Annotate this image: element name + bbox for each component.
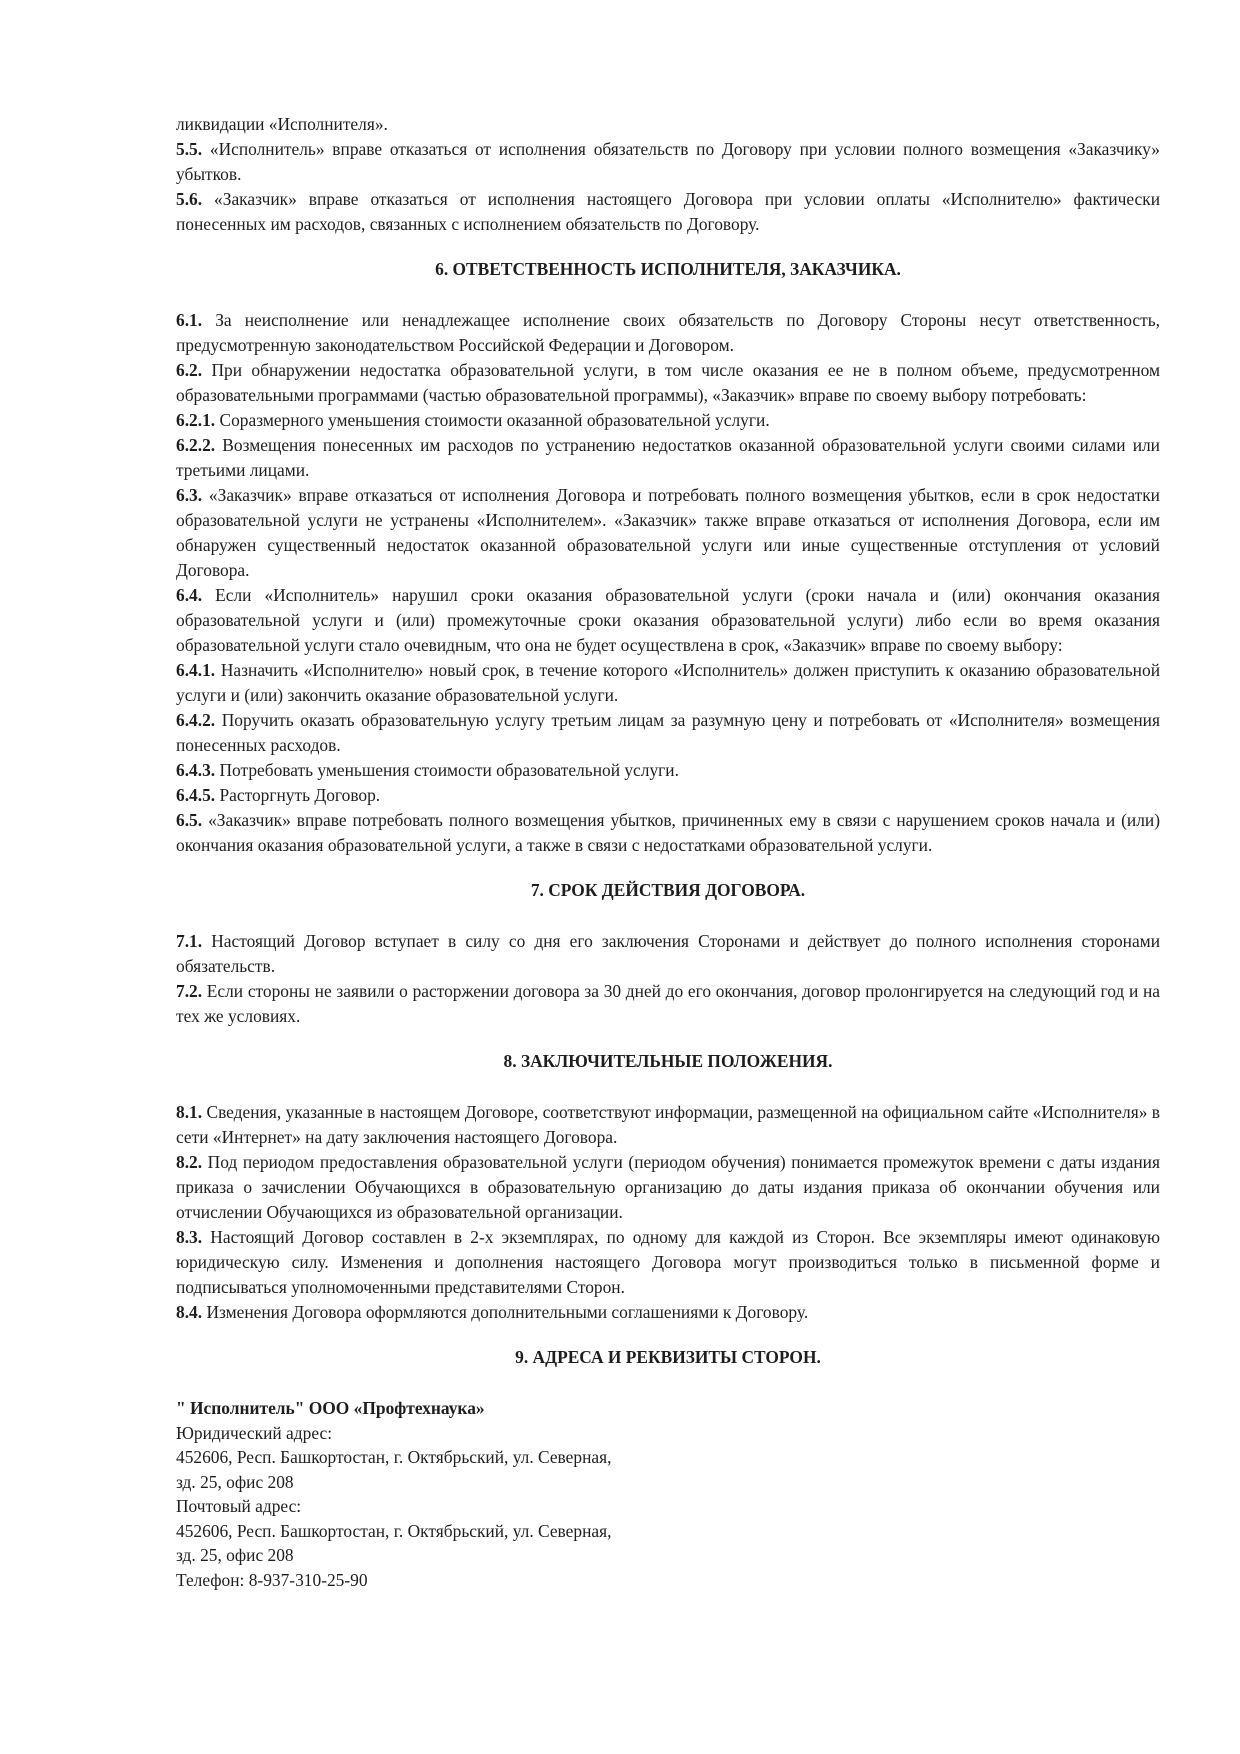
clause-8-3 <box>176 1225 1160 1300</box>
clause-number: 8.1. <box>176 1102 203 1122</box>
section-6-items <box>176 308 1160 858</box>
section-7-heading: 7. СРОК ДЕЙСТВИЯ ДОГОВОРА. <box>530 880 806 900</box>
clause-6-4-1 <box>176 658 1160 708</box>
section-8-items <box>176 1100 1160 1325</box>
clause-number: 6.4.5. <box>176 785 216 805</box>
clause-6-2-2 <box>176 433 1160 483</box>
clause-text: За неисполнение или ненадлежащее исполнение своих обязательств по Договору Стороны несут ответственность, предусмотренную законодательством Российской Федерации и Договором. <box>176 310 1160 355</box>
clause-text: Изменения Договора оформляются дополнительными соглашениями к Договору. <box>202 1302 809 1322</box>
contractor-requisites <box>176 1396 1160 1592</box>
document-page <box>176 112 1160 1592</box>
section-6-heading: 6. ОТВЕТСТВЕННОСТЬ ИСПОЛНИТЕЛЯ, ЗАКАЗЧИКА. <box>435 259 901 279</box>
clause-text: Настоящий Договор вступает в силу со дня его заключения Сторонами и действует до полного исполнения сторонами обязательств. <box>176 931 1160 976</box>
clause-number: 6.4.3. <box>176 760 216 780</box>
clause-text: Сведения, указанные в настоящем Договоре, соответствуют информации, размещенной на официальном сайте «Исполнителя» в сети «Интернет» на дату заключения настоящего Договора. <box>176 1102 1160 1147</box>
clause-number: 6.2.1. <box>176 410 216 430</box>
clause-text: Возмещения понесенных им расходов по устранению недостатков оказанной образовательной услуги своими силами или третьими лицами. <box>176 435 1160 480</box>
section-7-items <box>176 929 1160 1029</box>
clause-text: Если стороны не заявили о расторжении договора за 30 дней до его окончания, договор пролонгируется на следующий год и на тех же условиях. <box>176 981 1160 1026</box>
clause-text: «Заказчик» вправе отказаться от исполнения настоящего Договора при условии оплаты «Исполнителю» фактически понесенных им расходов, связанных с исполнением обязательств по Договору. <box>176 189 1160 234</box>
clause-number: 6.1. <box>176 310 203 330</box>
clause-number: 7.1. <box>176 931 203 951</box>
clause-text: «Заказчик» вправе потребовать полного возмещения убытков, причиненных ему в связи с нарушением сроков начала и (или) окончания оказания образовательной услуги, а также в связи с недостатками образовательной услуги. <box>176 810 1160 855</box>
clause-text: Под периодом предоставления образовательной услуги (периодом обучения) понимается промежуток времени с даты издания приказа о зачислении Обучающихся в образовательную организацию до даты издания приказа об окончании обучения или отчислении Обучающихся из образовательной организации. <box>176 1152 1160 1222</box>
clause-number: 6.3. <box>176 485 203 505</box>
clause-text: «Заказчик» вправе отказаться от исполнения Договора и потребовать полного возмещения убытков, если в срок недостатки образовательной услуги не устранены «Исполнителем». «Заказчик» также вправе отказаться от исполнения Договора, если им обнаружен существенный недостаток оказанной образовательной услуги или иные существенные отступления от условий Договора. <box>176 485 1160 580</box>
clause-7-2 <box>176 979 1160 1029</box>
clause-text: «Исполнитель» вправе отказаться от исполнения обязательств по Договору при условии полного возмещения «Заказчику» убытков. <box>176 139 1160 184</box>
clause-number: 8.2. <box>176 1152 203 1172</box>
clause-6-4-2 <box>176 708 1160 758</box>
clause-text: Поручить оказать образовательную услугу третьим лицам за разумную цену и потребовать от «Исполнителя» возмещения понесенных расходов. <box>176 710 1160 755</box>
clause-6-2-1 <box>176 408 1160 433</box>
clause-number: 5.5. <box>176 139 203 159</box>
clause-text: Настоящий Договор составлен в 2-х экземплярах, по одному для каждой из Сторон. Все экземпляры имеют одинаковую юридическую силу. Изменения и дополнения настоящего Договора могут производиться только в письменной форме и подписываться уполномоченными представителями Сторон. <box>176 1227 1160 1297</box>
clause-number: 8.3. <box>176 1227 203 1247</box>
clause-5-5 <box>176 137 1160 187</box>
postal-address-line-1: 452606, Респ. Башкортостан, г. Октябрьский, ул. Северная, <box>176 1520 612 1541</box>
clause-text: Расторгнуть Договор. <box>215 785 381 805</box>
clause-number: 6.4. <box>176 585 203 605</box>
clause-6-4 <box>176 583 1160 658</box>
clause-text: Если «Исполнитель» нарушил сроки оказания образовательной услуги (сроки начала и (или) окончания оказания образовательной услуги и (или) промежуточные сроки оказания образовательной услуги) либо если во время оказания образовательной услуги стало очевидным, что она не будет осуществлена в срок, «Заказчик» вправе по своему выбору: <box>176 585 1160 655</box>
clause-8-2 <box>176 1150 1160 1225</box>
clause-number: 6.2.2. <box>176 435 216 455</box>
party-title <box>176 1396 1160 1421</box>
clause-5-6 <box>176 187 1160 237</box>
section-9-heading: 9. АДРЕСА И РЕКВИЗИТЫ СТОРОН. <box>515 1347 821 1367</box>
clause-number: 6.2. <box>176 360 203 380</box>
continuation-text: ликвидации «Исполнителя». <box>176 114 388 134</box>
clause-number: 5.6. <box>176 189 203 209</box>
clause-text: Соразмерного уменьшения стоимости оказанной образовательной услуги. <box>215 410 770 430</box>
postal-address-label: Почтовый адрес: <box>176 1496 302 1516</box>
legal-address-label: Юридический адрес: <box>176 1422 333 1443</box>
clause-6-5 <box>176 808 1160 858</box>
clause-8-4 <box>176 1300 1160 1325</box>
clause-number: 6.4.1. <box>176 660 216 680</box>
clause-6-3 <box>176 483 1160 583</box>
clause-number: 6.4.2. <box>176 710 216 730</box>
legal-address-line-2: зд. 25, офис 208 <box>176 1471 294 1492</box>
clause-6-1 <box>176 308 1160 358</box>
clause-number: 6.5. <box>176 810 203 830</box>
phone-line: Телефон: 8-937-310-25-90 <box>176 1569 368 1590</box>
clause-6-4-5 <box>176 783 1160 808</box>
clause-6-2 <box>176 358 1160 408</box>
clause-8-1 <box>176 1100 1160 1150</box>
party-title-text: " Исполнитель" ООО «Профтехнаука» <box>176 1398 485 1418</box>
clause-text: Потребовать уменьшения стоимости образовательной услуги. <box>215 760 679 780</box>
clause-text: Назначить «Исполнителю» новый срок, в течение которого «Исполнитель» должен приступить к оказанию образовательной услуги и (или) закончить оказание образовательной услуги. <box>176 660 1160 705</box>
section-5-items <box>176 137 1160 237</box>
postal-address-line-2: зд. 25, офис 208 <box>176 1545 294 1565</box>
clause-7-1 <box>176 929 1160 979</box>
clause-6-4-3 <box>176 758 1160 783</box>
clause-number: 7.2. <box>176 981 203 1001</box>
section-8-heading: 8. ЗАКЛЮЧИТЕЛЬНЫЕ ПОЛОЖЕНИЯ. <box>503 1051 833 1071</box>
clause-text: При обнаружении недостатка образовательной услуги, в том числе оказания ее не в полном объеме, предусмотренном образовательными программами (частью образовательной программы), «Заказчик» вправе по своему выбору потребовать: <box>176 360 1160 405</box>
legal-address-line-1: 452606, Респ. Башкортостан, г. Октябрьский, ул. Северная, <box>176 1447 612 1467</box>
clause-number: 8.4. <box>176 1302 203 1322</box>
